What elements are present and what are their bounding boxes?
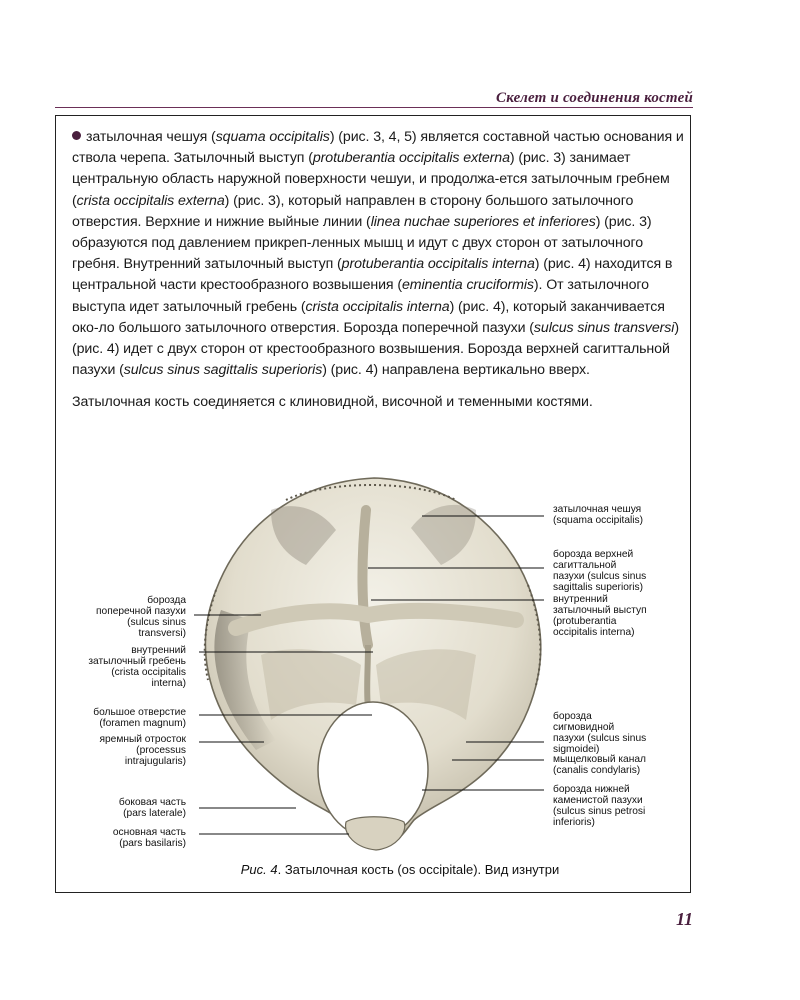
text-run: ) (рис. 3, 4, 5) является составной частью основания и ствола черепа. Затылочный выступ ( [72,129,684,167]
latin-term: protuberantia occipitalis externa [312,150,510,167]
label-pars-basilaris: основная часть (pars basilaris) [112,827,186,849]
text-run: ) (рис. 3) образуются под давлением прикреп-ленных мышц и идут с двух сторон от затылочного гребня. Внутренний затылочный выступ ( [72,213,652,273]
bullet-icon [72,131,81,140]
text-run: ) (рис. 4) находится в центральной части крестообразного возвышения ( [72,256,673,294]
text-run: ) (рис. 3), который направлен в сторону большого затылочного отверстия. Верхние и нижние выйные линии ( [72,192,634,230]
label-pars-lateralis: боковая часть (pars laterale) [118,797,186,819]
label-sagittalis: борозда верхней сагиттальной пазухи (sulcus sinus sagittalis superioris) [553,549,647,593]
page-number: 11 [675,909,693,929]
text-run: затылочная чешуя ( [86,129,216,145]
label-crista-interna: внутренний затылочный гребень (crista occipitalis interna) [88,645,186,689]
latin-term: eminentia cruciformis [401,277,534,294]
paragraph-1 [72,127,684,381]
label-condylaris: мыщелковый канал (canalis condylaris) [553,754,646,776]
latin-term: crista occipitalis externa [76,192,225,209]
paragraph-2: Затылочная кость соединяется с клиновидной, височной и теменными костями. [72,394,593,411]
header-title: Скелет и соединения костей [496,90,693,106]
latin-term: linea nuchae superiores et inferiores [370,213,596,230]
text-run: ). От затылочного выступа идет затылочный гребень ( [72,277,649,315]
label-squama: затылочная чешуя (squama occipitalis) [553,504,644,526]
label-foramen: большое отверстие (foramen magnum) [93,707,186,729]
latin-term: sulcus sinus transversi [533,319,675,336]
latin-term: sulcus sinus sagittalis superioris [123,362,323,379]
latin-term: crista occipitalis interna [305,298,450,315]
label-processus: яремный отросток (processus intrajugularis) [99,734,186,767]
caption-fig-number: Рис. 4 [240,862,278,877]
label-petrosi: борозда нижней каменистой пазухи (sulcus sinus petrosi inferioris) [553,784,646,828]
latin-term: squama occipitalis [215,129,330,145]
figure-occipital-bone [56,470,690,870]
header-rule [55,107,693,108]
text-run: ) (рис. 4), который заканчивается око-ло большого затылочного отверстия. Борозда поперечной пазухи ( [72,298,665,336]
text-run: ) (рис. 4) направлена вертикально вверх. [322,362,590,379]
label-sulcus-transversi: борозда поперечной пазухи (sulcus sinus transversi) [96,595,186,639]
label-sigmoidei: борозда сигмовидной пазухи (sulcus sinus sigmoidei) [553,711,647,755]
body-text [72,127,684,414]
text-run: ) (рис. 3) занимает центральную область наружной поверхности чешуи, и продолжа-ется затылочным гребнем ( [72,150,670,209]
latin-term: protuberantia occipitalis interna [341,256,535,273]
caption-text: . Затылочная кость (os occipitale). Вид изнутри [277,862,560,877]
text-run: ) (рис. 4) идет с двух сторон от крестообразного возвышения. Борозда верхней сагиттальной пазухи ( [72,319,679,379]
label-protuberantia: внутренний затылочный выступ (protuberantia occipitalis interna) [553,594,647,638]
paragraph-1-text [72,129,684,378]
figure-caption [0,862,800,877]
